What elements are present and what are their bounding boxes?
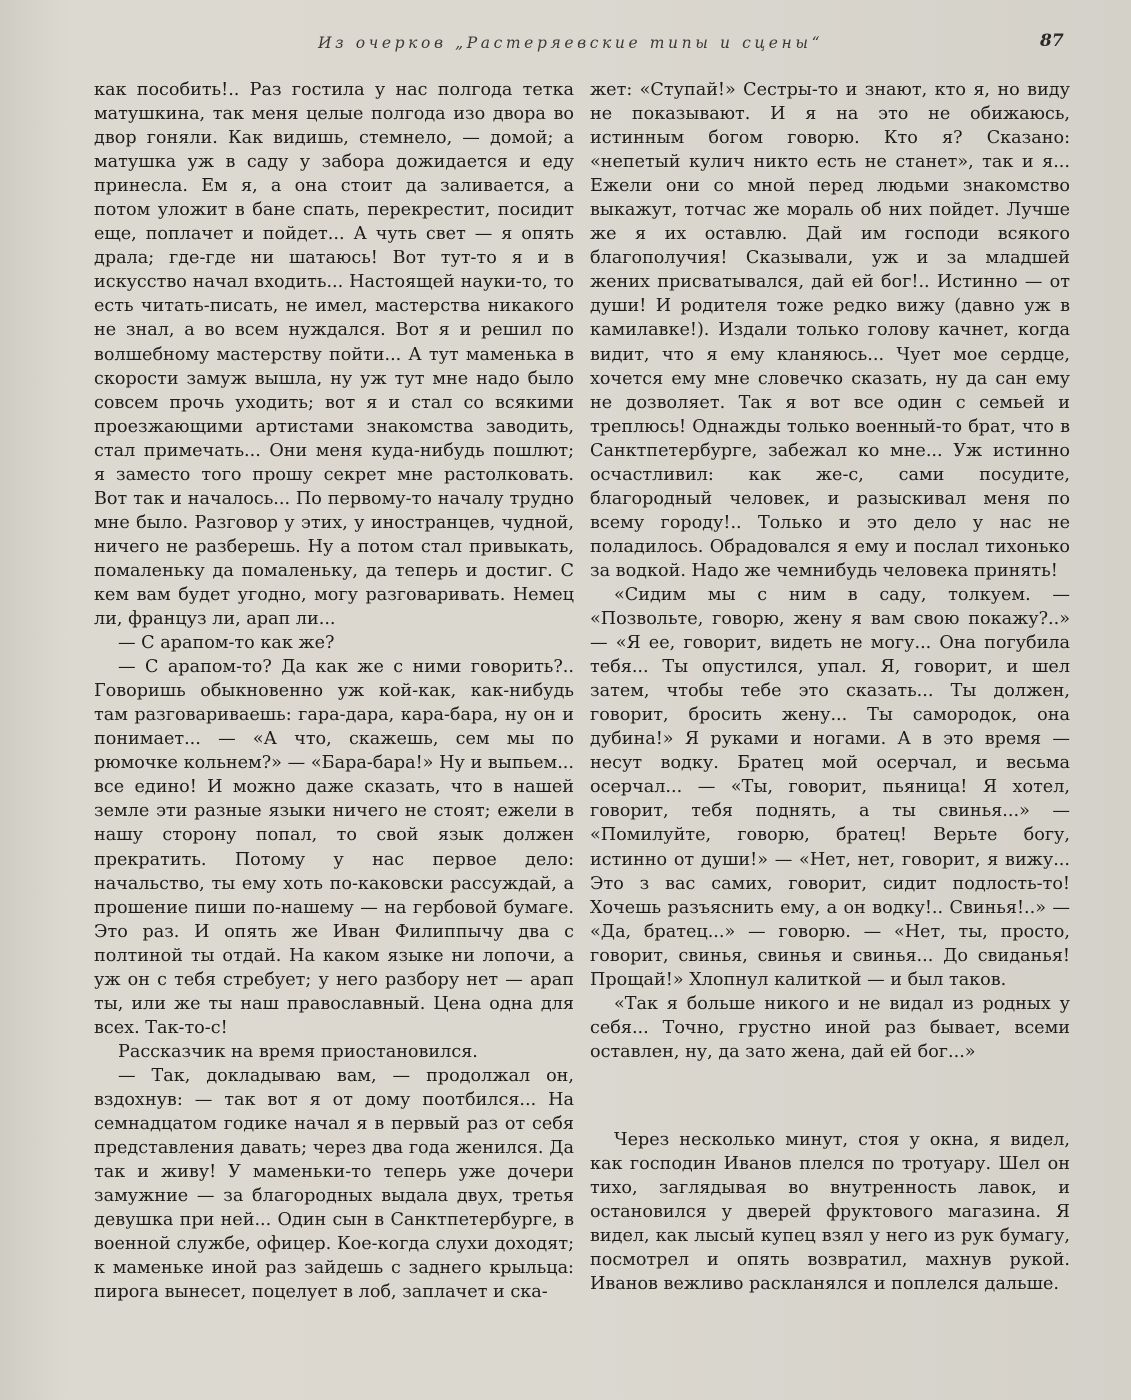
paragraph: — С арапом-то как же? [118, 633, 335, 654]
paragraph: Через несколько минут, стоя у окна, я видел, как господин Иванов плелся по тротуару. Шел он тихо, заглядывая во внутренность лавок, и остановился у дверей фруктового магазина. Я видел, как лысый купец взял у него из рук бумагу, посмотрел и опять возвратил, махнув рукой. Иванов вежливо раскланялся и поплелся дальше. [590, 1129, 1070, 1295]
paragraph: «Сидим мы с ним в саду, толкуем. — «Позвольте, говорю, жену я вам свою покажу?..» — «Я ее, говорит, видеть не могу... Она погубила тебя... Ты опустился, упал. Я, говорит, и шел затем, чтобы тебе это сказать... Ты должен, говорит, бросить жену... Ты самородок, она дубина!» Я руками и ногами. А в это время — несут водку. Братец мой осерчал, и весьма осерчал... — «Ты, говорит, пьяница! Я хотел, говорит, тебя поднять, а ты свинья...» — «Помилуйте, говорю, братец! Верьте богу, истинно от души!» — «Нет, нет, говорит, я вижу... Это з вас самих, говорит, сидит подлость-то! Хочешь разъяснить ему, а он водку!.. Свинья!..» — «Да, братец...» — говорю. — «Нет, ты, просто, говорит, свинья, свинья и свинья... До свиданья! Прощай!» Хлопнул калиткой — и был таков. [590, 584, 1070, 990]
paragraph: — С арапом-то? Да как же с ними говорить?.. Говоришь обыкновенно уж кой-как, как-нибудь там разговариваешь: гара-дара, кара-бара, ну он и понимает... — «А что, скажешь, сем мы по рюмочке кольнем?» — «Бара-бара!» Ну и выпьем... все едино! И можно даже сказать, что в нашей земле эти разные языки ничего не стоят; ежели в нашу сторону попал, то свой язык должен прекратить. Потому у нас первое дело: начальство, ты ему хоть по-каковски рассуждай, а прошение пиши по-нашему — на гербовой бумаге. Это раз. И опять же Иван Филиппычу два с полтиной ты отдай. На каком языке ни лопочи, а уж он с тебя стребует; у него разбору нет — арап ты, или же ты наш православный. Цена одна для всех. Так-то-с! [94, 657, 574, 1038]
running-title: Из очерков „Растеряевские типы и сцены“ [318, 34, 824, 52]
page-number: 87 [1040, 31, 1064, 51]
paragraph: Рассказчик на время приостановился. [118, 1041, 478, 1062]
running-head [0, 31, 1131, 58]
right-column [590, 78, 1070, 1296]
paragraph: — Так, докладываю вам, — продолжал он, вздохнув: — так вот я от дому поотбился... На семнадцатом годике начал я в первый раз от себя представления давать; через два года женился. Да так и живу! У маменьки-то теперь уже дочери замужние — за благородных выдала двух, третья девушка при ней... Один сын в Санктпетербурге, в военной службе, офицер. Кое-когда слухи доходят; к маменьке иной раз зайдешь с заднего крыльца: пирога вынесет, поцелует в лоб, заплачет и ска- [94, 1065, 574, 1303]
left-column [94, 78, 574, 1304]
paragraph: как пособить!.. Раз гостила у нас полгода тетка матушкина, так меня целые полгода изо двора во двор гоняли. Как видишь, стемнело, — домой; а матушка уж в саду у забора дожидается и еду принесла. Ем я, а она стоит да заливается, а потом уложит в бане спать, перекрестит, посидит еще, поплачет и пойдет... А чуть свет — я опять драла; где-где ни шатаюсь! Вот тут-то я и в искусство начал входить... Настоящей науки-то, то есть читать-писать, не имел, мастерства никакого не знал, а во всем нуждался. Вот я и решил по волшебному мастерству пойти... А тут маменька в скорости замуж вышла, ну уж тут мне надо было совсем прочь уходить; вот я и стал со всякими проезжающими артистами знакомства заводить, стал примечать... Они меня куда-нибудь пошлют; я заместо того прошу секрет мне растолковать. Вот так и началось... По первому-то началу трудно мне было. Разговор у этих, у иностранцев, чудной, ничего не разберешь. Ну а потом стал привыкать, помаленьку да помаленьку, да теперь и достиг. С кем вам будет угодно, могу разговаривать. Немец ли, француз ли, арап ли... [94, 80, 574, 630]
paragraph: «Так я больше никого и не видал из родных у себя... Точно, грустно иной раз бывает, всеми оставлен, ну, да зато жена, дай ей бог...» [590, 993, 1070, 1062]
paragraph: жет: «Ступай!» Сестры-то и знают, кто я, но виду не показывают. И я на это не обижаюсь, истинным богом говорю. Кто я? Сказано: «непетый кулич никто есть не станет», так и я... Ежели они со мной перед людьми знакомство выкажут, тотчас же мораль об них пойдет. Лучше же я их оставлю. Дай им господи всякого благополучия! Сказывали, уж и за младшей жених присватывался, дай ей бог!.. Истинно — от души! И родителя тоже редко вижу (давно уж в камилавке!). Издали только голову качнет, когда видит, что я ему кланяюсь... Чует мое сердце, хочется ему мне словечко сказать, ну да сан ему не дозволяет. Так я вот все один с семьей и треплюсь! Однажды только военный-то брат, что в Санктпетербурге, забежал ко мне... Уж истинно осчастливил: как же-с, сами посудите, благородный человек, и разыскивал меня по всему городу!.. Только и это дело у нас не поладилось. Обрадовался я ему и послал тихонько за водкой. Надо же чемнибудь человека принять! [590, 80, 1070, 581]
